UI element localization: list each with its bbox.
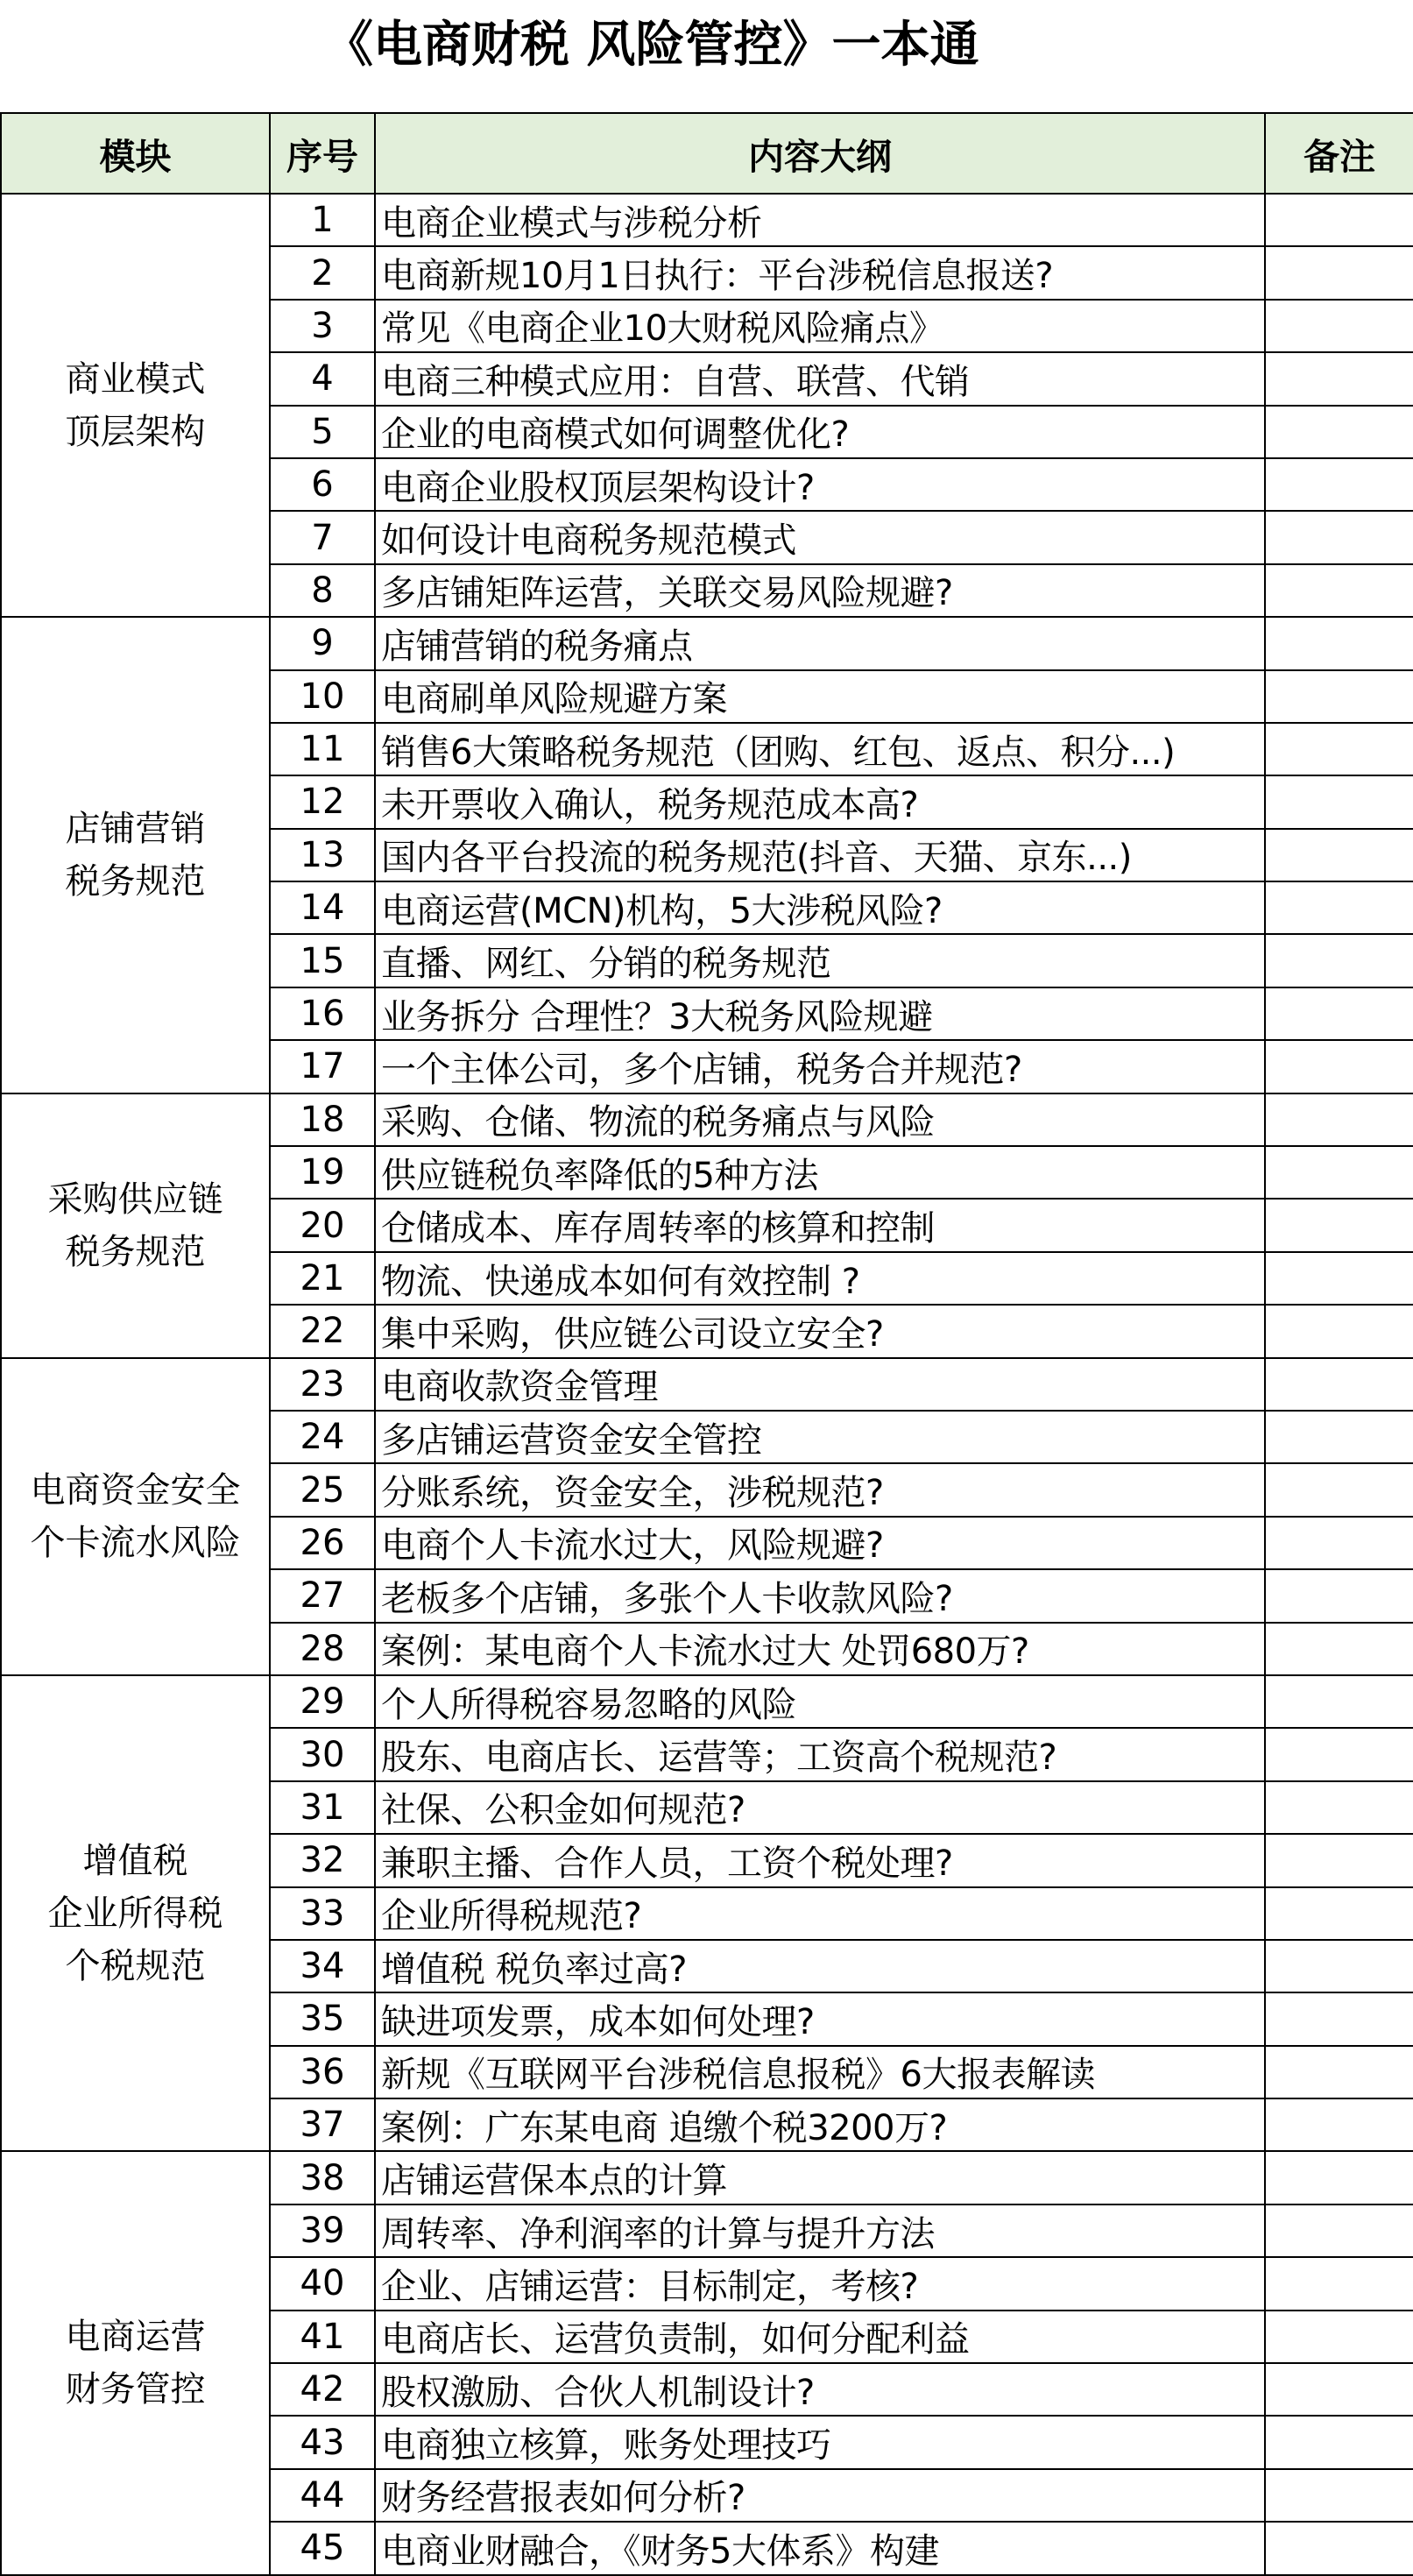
item-content: 案例：广东某电商 追缴个税3200万?	[375, 2098, 1265, 2151]
item-content: 案例：某电商个人卡流水过大 处罚680万?	[375, 1623, 1265, 1675]
item-number: 21	[270, 1252, 375, 1305]
item-remark	[1265, 881, 1413, 934]
item-content: 个人所得税容易忽略的风险	[375, 1675, 1265, 1728]
item-remark	[1265, 2363, 1413, 2416]
item-number: 29	[270, 1675, 375, 1728]
item-content: 社保、公积金如何规范?	[375, 1781, 1265, 1834]
item-content: 电商店长、运营负责制，如何分配利益	[375, 2311, 1265, 2363]
item-remark	[1265, 1517, 1413, 1569]
item-number: 15	[270, 934, 375, 987]
item-number: 23	[270, 1358, 375, 1411]
item-number: 22	[270, 1305, 375, 1357]
item-remark	[1265, 2098, 1413, 2151]
table-row	[1, 2151, 1413, 2204]
item-number: 37	[270, 2098, 375, 2151]
item-number: 36	[270, 2046, 375, 2098]
item-content: 企业、店铺运营：目标制定，考核?	[375, 2257, 1265, 2310]
item-content: 周转率、净利润率的计算与提升方法	[375, 2204, 1265, 2257]
item-content: 一个主体公司，多个店铺，税务合并规范?	[375, 1040, 1265, 1093]
module-cell	[1, 1675, 270, 2152]
item-number: 12	[270, 775, 375, 828]
item-remark	[1265, 511, 1413, 563]
item-remark	[1265, 2469, 1413, 2522]
item-number: 1	[270, 194, 375, 246]
header-row	[1, 113, 1413, 194]
item-content: 国内各平台投流的税务规范(抖音、天猫、京东...)	[375, 829, 1265, 881]
item-remark	[1265, 1146, 1413, 1199]
item-remark	[1265, 2204, 1413, 2257]
item-remark	[1265, 1781, 1413, 1834]
item-remark	[1265, 194, 1413, 246]
item-number: 6	[270, 458, 375, 511]
item-content: 直播、网红、分销的税务规范	[375, 934, 1265, 987]
item-number: 7	[270, 511, 375, 563]
item-remark	[1265, 1358, 1413, 1411]
table-body	[1, 194, 1413, 2575]
item-remark	[1265, 2151, 1413, 2204]
item-remark	[1265, 1040, 1413, 1093]
item-remark	[1265, 1834, 1413, 1886]
item-number: 39	[270, 2204, 375, 2257]
item-content: 物流、快递成本如何有效控制 ?	[375, 1252, 1265, 1305]
item-remark	[1265, 1093, 1413, 1146]
item-content: 电商业财融合，《财务5大体系》构建	[375, 2522, 1265, 2574]
item-content: 电商新规10月1日执行：平台涉税信息报送?	[375, 246, 1265, 299]
item-remark	[1265, 300, 1413, 352]
module-label-line: 税务规范	[65, 1231, 206, 1272]
item-number: 33	[270, 1887, 375, 1940]
header-no: 序号	[270, 113, 375, 194]
module-cell	[1, 617, 270, 1093]
item-remark	[1265, 352, 1413, 405]
item-remark	[1265, 2522, 1413, 2574]
item-content: 供应链税负率降低的5种方法	[375, 1146, 1265, 1199]
module-cell	[1, 1358, 270, 1675]
item-content: 兼职主播、合作人员，工资个税处理?	[375, 1834, 1265, 1886]
item-remark	[1265, 1623, 1413, 1675]
item-remark	[1265, 1675, 1413, 1728]
item-remark	[1265, 564, 1413, 617]
item-number: 38	[270, 2151, 375, 2204]
item-content: 电商三种模式应用：自营、联营、代销	[375, 352, 1265, 405]
item-content: 多店铺矩阵运营，关联交易风险规避?	[375, 564, 1265, 617]
item-number: 31	[270, 1781, 375, 1834]
item-number: 18	[270, 1093, 375, 1146]
module-label-line: 采购供应链	[47, 1178, 223, 1220]
module-label-line: 电商运营	[65, 2317, 206, 2358]
item-number: 28	[270, 1623, 375, 1675]
module-label-line: 商业模式	[65, 358, 206, 400]
item-content: 企业所得税规范?	[375, 1887, 1265, 1940]
item-remark	[1265, 1992, 1413, 2045]
item-content: 如何设计电商税务规范模式	[375, 511, 1265, 563]
page-title: 《电商财税 风险管控》一本通	[324, 17, 979, 74]
item-content: 电商企业模式与涉税分析	[375, 194, 1265, 246]
item-remark	[1265, 1728, 1413, 1780]
module-label-line: 店铺营销	[65, 808, 206, 849]
item-remark	[1265, 670, 1413, 723]
item-content: 老板多个店铺，多张个人卡收款风险?	[375, 1569, 1265, 1622]
item-number: 34	[270, 1940, 375, 1992]
item-number: 13	[270, 829, 375, 881]
module-label-line: 企业所得税	[47, 1893, 223, 1934]
item-number: 17	[270, 1040, 375, 1093]
item-remark	[1265, 1411, 1413, 1463]
header-content: 内容大纲	[375, 113, 1265, 194]
item-number: 32	[270, 1834, 375, 1886]
item-content: 店铺运营保本点的计算	[375, 2151, 1265, 2204]
item-remark	[1265, 829, 1413, 881]
item-number: 8	[270, 564, 375, 617]
item-remark	[1265, 775, 1413, 828]
item-content: 财务经营报表如何分析?	[375, 2469, 1265, 2522]
item-content: 店铺营销的税务痛点	[375, 617, 1265, 669]
item-content: 电商独立核算，账务处理技巧	[375, 2416, 1265, 2468]
item-remark	[1265, 1463, 1413, 1516]
item-number: 44	[270, 2469, 375, 2522]
item-content: 股东、电商店长、运营等；工资高个税规范?	[375, 1728, 1265, 1780]
item-content: 销售6大策略税务规范（团购、红包、返点、积分...)	[375, 723, 1265, 775]
item-remark	[1265, 1887, 1413, 1940]
item-content: 采购、仓储、物流的税务痛点与风险	[375, 1093, 1265, 1146]
module-cell	[1, 1093, 270, 1358]
item-content: 电商收款资金管理	[375, 1358, 1265, 1411]
module-label-line: 财务管控	[65, 2369, 206, 2410]
item-number: 26	[270, 1517, 375, 1569]
item-content: 仓储成本、库存周转率的核算和控制	[375, 1199, 1265, 1251]
item-remark	[1265, 987, 1413, 1040]
item-content: 缺进项发票，成本如何处理?	[375, 1992, 1265, 2045]
table-row	[1, 617, 1413, 669]
item-content: 分账系统，资金安全，涉税规范?	[375, 1463, 1265, 1516]
module-label-line: 个税规范	[65, 1945, 206, 1986]
item-number: 30	[270, 1728, 375, 1780]
item-remark	[1265, 2416, 1413, 2468]
item-content: 电商运营(MCN)机构，5大涉税风险?	[375, 881, 1265, 934]
item-content: 企业的电商模式如何调整优化?	[375, 406, 1265, 458]
item-number: 27	[270, 1569, 375, 1622]
module-label-line: 税务规范	[65, 860, 206, 902]
item-remark	[1265, 1940, 1413, 1992]
item-number: 5	[270, 406, 375, 458]
item-number: 16	[270, 987, 375, 1040]
table-row	[1, 1093, 1413, 1146]
item-content: 业务拆分 合理性？3大税务风险规避	[375, 987, 1265, 1040]
header-remark: 备注	[1265, 113, 1413, 194]
item-content: 电商企业股权顶层架构设计?	[375, 458, 1265, 511]
item-remark	[1265, 458, 1413, 511]
item-content: 常见《电商企业10大财税风险痛点》	[375, 300, 1265, 352]
table-row	[1, 1675, 1413, 1728]
item-number: 3	[270, 300, 375, 352]
item-number: 25	[270, 1463, 375, 1516]
module-label-line: 个卡流水风险	[30, 1522, 241, 1563]
module-label-line: 顶层架构	[65, 411, 206, 452]
item-remark	[1265, 723, 1413, 775]
item-content: 股权激励、合伙人机制设计?	[375, 2363, 1265, 2416]
item-number: 42	[270, 2363, 375, 2416]
item-number: 9	[270, 617, 375, 669]
item-remark	[1265, 406, 1413, 458]
course-outline-table	[0, 112, 1413, 2576]
item-number: 41	[270, 2311, 375, 2363]
item-content: 电商刷单风险规避方案	[375, 670, 1265, 723]
item-remark	[1265, 2311, 1413, 2363]
item-content: 多店铺运营资金安全管控	[375, 1411, 1265, 1463]
item-number: 24	[270, 1411, 375, 1463]
item-remark	[1265, 2046, 1413, 2098]
item-remark	[1265, 617, 1413, 669]
item-content: 电商个人卡流水过大，风险规避?	[375, 1517, 1265, 1569]
item-content: 未开票收入确认，税务规范成本高?	[375, 775, 1265, 828]
item-content: 新规《互联网平台涉税信息报税》6大报表解读	[375, 2046, 1265, 2098]
item-remark	[1265, 1199, 1413, 1251]
module-label-line: 增值税	[82, 1840, 188, 1881]
table-row	[1, 1358, 1413, 1411]
module-cell	[1, 2151, 270, 2574]
item-number: 2	[270, 246, 375, 299]
header-module: 模块	[1, 113, 270, 194]
module-label-line: 电商资金安全	[30, 1469, 241, 1511]
item-number: 10	[270, 670, 375, 723]
item-remark	[1265, 2257, 1413, 2310]
item-number: 40	[270, 2257, 375, 2310]
module-cell	[1, 194, 270, 617]
item-content: 集中采购，供应链公司设立安全?	[375, 1305, 1265, 1357]
item-number: 20	[270, 1199, 375, 1251]
item-number: 19	[270, 1146, 375, 1199]
item-remark	[1265, 1569, 1413, 1622]
item-remark	[1265, 246, 1413, 299]
table-row	[1, 194, 1413, 246]
item-remark	[1265, 1252, 1413, 1305]
item-number: 43	[270, 2416, 375, 2468]
item-remark	[1265, 1305, 1413, 1357]
item-number: 4	[270, 352, 375, 405]
item-number: 45	[270, 2522, 375, 2574]
item-number: 11	[270, 723, 375, 775]
item-remark	[1265, 934, 1413, 987]
item-number: 14	[270, 881, 375, 934]
item-content: 增值税 税负率过高?	[375, 1940, 1265, 1992]
item-number: 35	[270, 1992, 375, 2045]
